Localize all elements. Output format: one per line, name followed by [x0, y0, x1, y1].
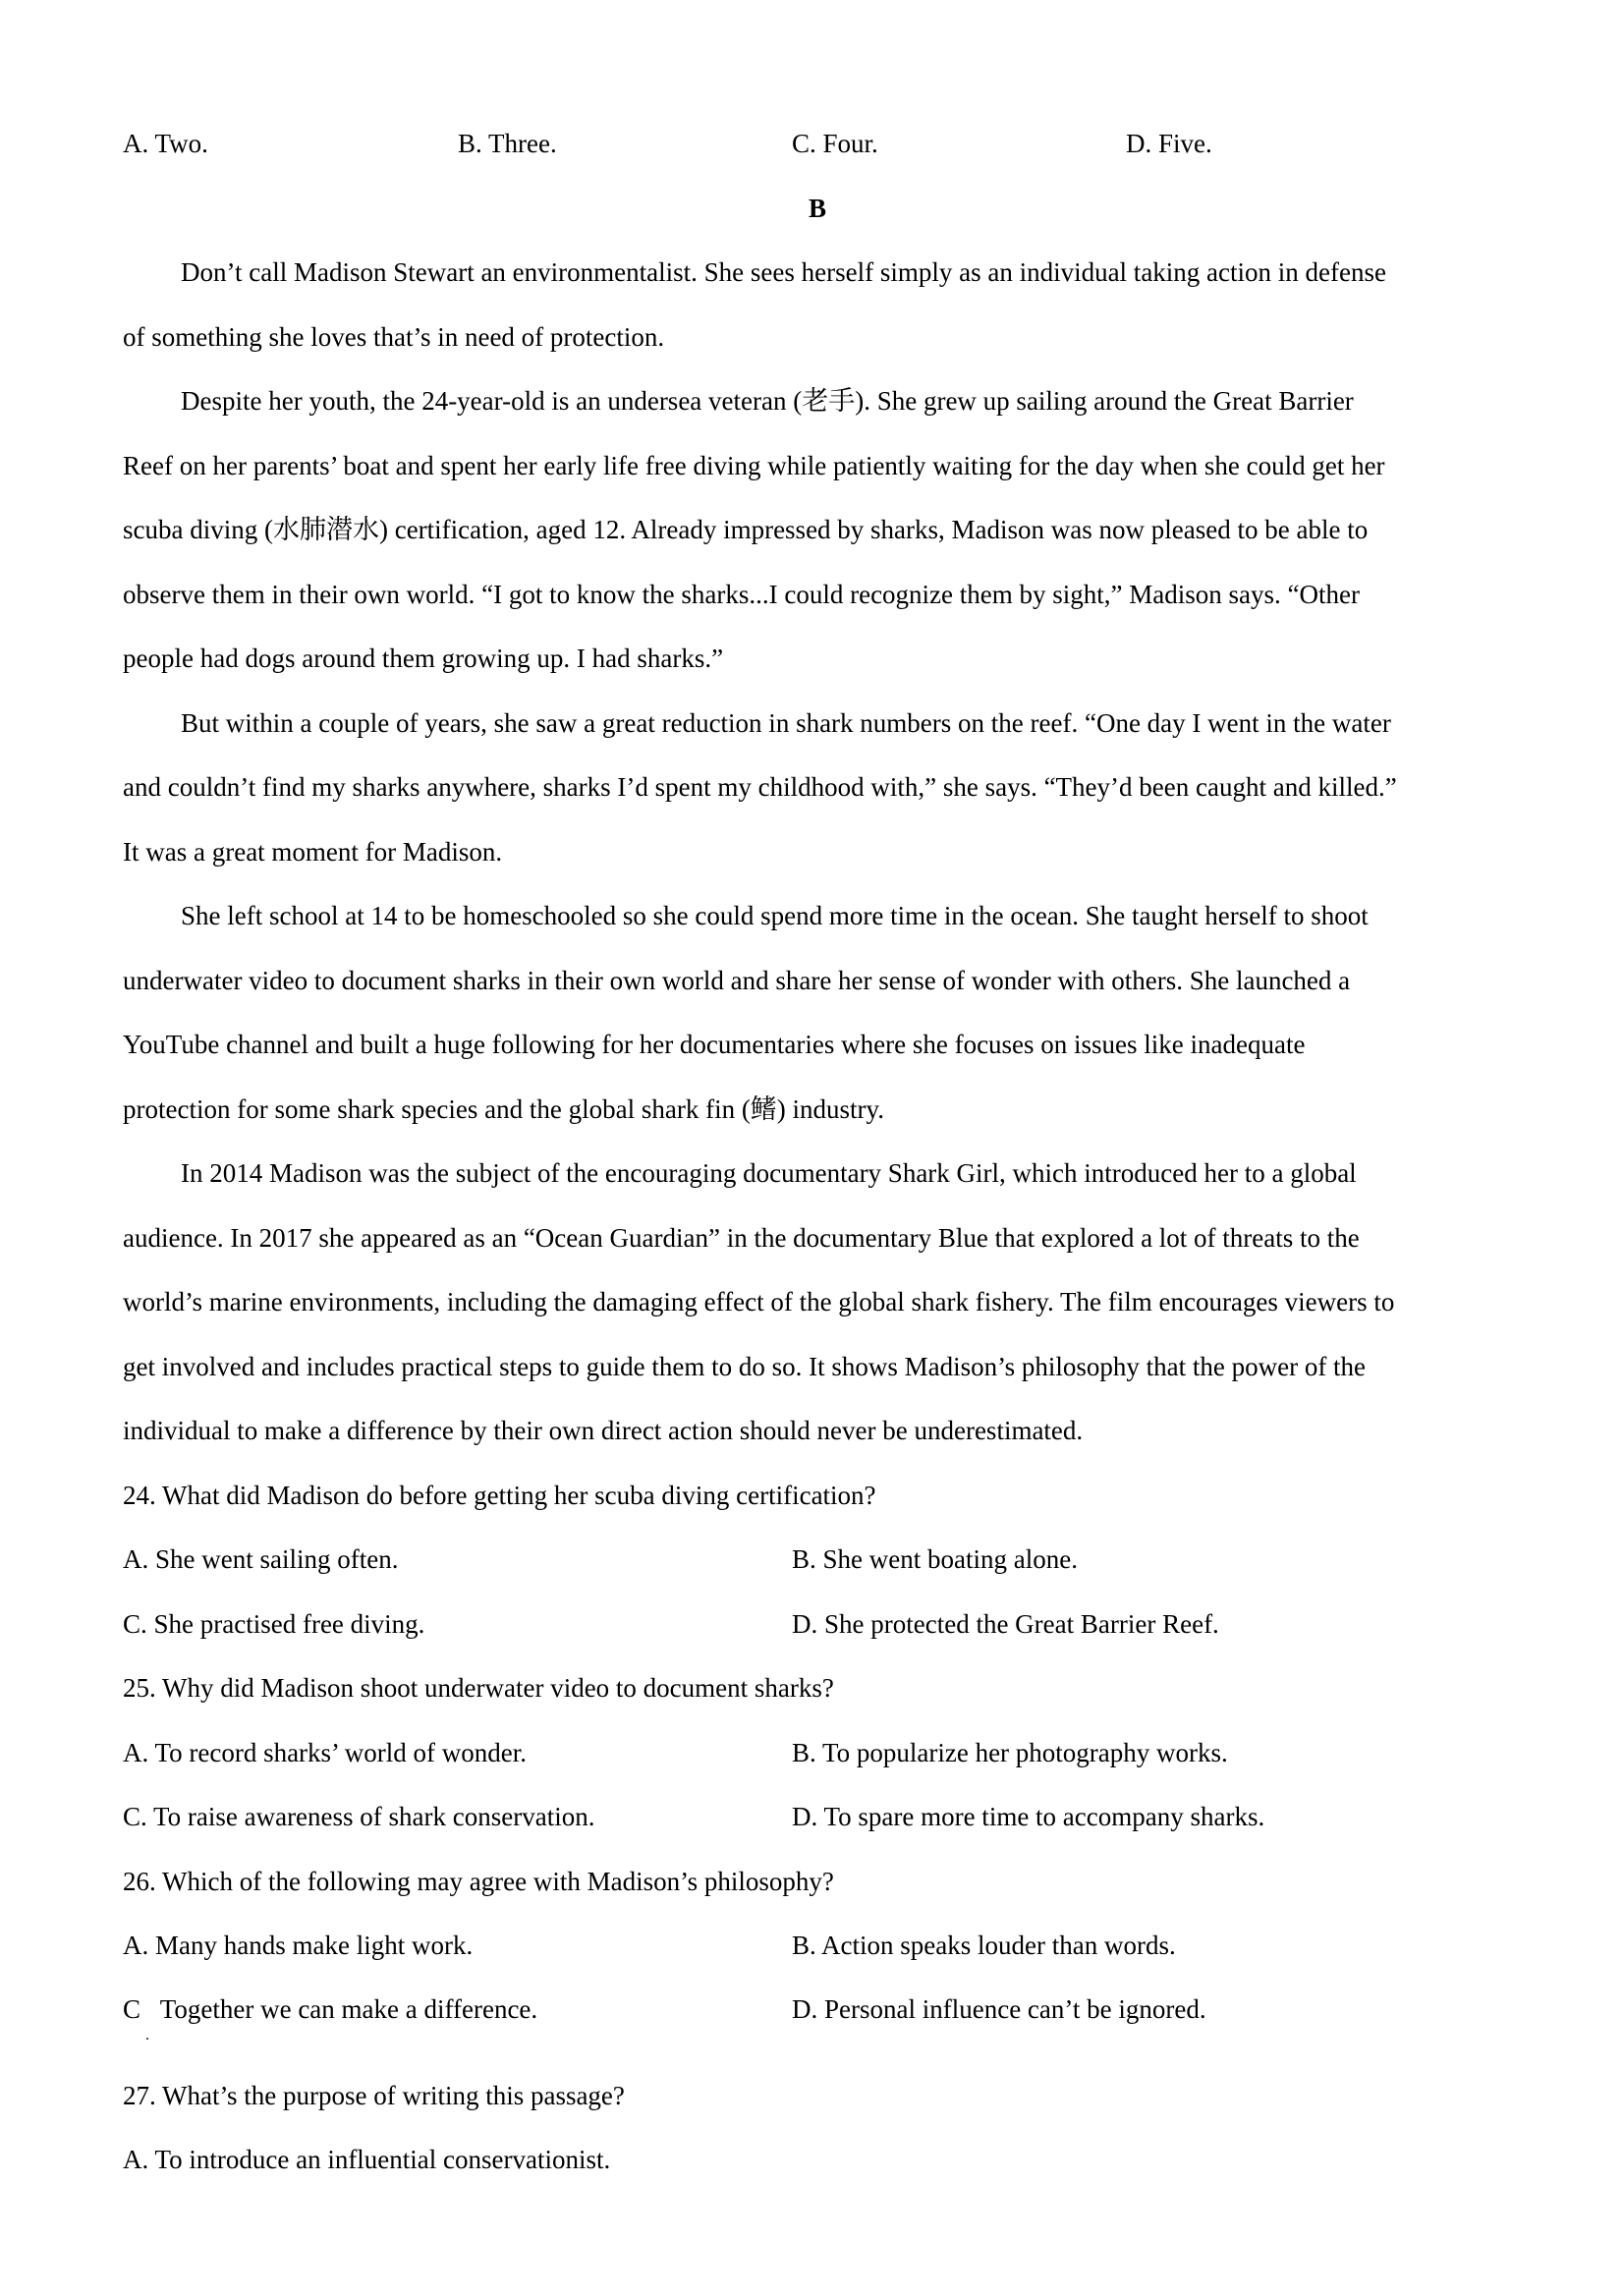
passage-line: individual to make a difference by their own direct action should never be underestimated. — [123, 1416, 1084, 1445]
q24-option-d: D. She protected the Great Barrier Reef. — [792, 1609, 1219, 1639]
section-heading: B — [808, 194, 826, 223]
passage-line: underwater video to document sharks in their own world and share her sense of wonder with others. She launched a — [123, 966, 1351, 995]
passage-line: get involved and includes practical steps to guide them to do so. It shows Madison’s philosophy that the power of the — [123, 1352, 1367, 1381]
q26-option-a: A. Many hands make light work. — [123, 1931, 474, 1960]
passage-line: Reef on her parents’ boat and spent her early life free diving while patiently waiting for the day when she could get her — [123, 451, 1385, 480]
q27-option-a: A. To introduce an influential conservationist. — [123, 2145, 611, 2174]
passage-line: world’s marine environments, including the damaging effect of the global shark fishery. The film encourages viewers to — [123, 1287, 1395, 1316]
passage-line: Don’t call Madison Stewart an environmentalist. She sees herself simply as an individual taking action in defense — [181, 257, 1386, 287]
q24-option-c: C. She practised free diving. — [123, 1609, 425, 1639]
q23-option-c: C. Four. — [792, 129, 878, 158]
passage-line: observe them in their own world. “I got to know the sharks...I could recognize them by sight,” Madison says. “Other — [123, 580, 1360, 609]
passage-line: YouTube channel and built a huge following for her documentaries where she focuses on issues like inadequate — [123, 1030, 1306, 1059]
passage-line: of something she loves that’s in need of protection. — [123, 322, 665, 352]
question-24-stem: 24. What did Madison do before getting her scuba diving certification? — [123, 1481, 876, 1510]
passage-line: She left school at 14 to be homeschooled so she could spend more time in the ocean. She taught herself to shoot — [181, 901, 1369, 930]
q25-option-d: D. To spare more time to accompany sharks. — [792, 1802, 1265, 1831]
q24-option-a: A. She went sailing often. — [123, 1544, 399, 1574]
passage-line: Despite her youth, the 24-year-old is an undersea veteran (老手). She grew up sailing around the Great Barrier — [181, 386, 1354, 416]
q24-option-b: B. She went boating alone. — [792, 1544, 1078, 1574]
q23-option-d: D. Five. — [1126, 129, 1212, 158]
question-27-stem: 27. What’s the purpose of writing this passage? — [123, 2081, 625, 2110]
passage-line: It was a great moment for Madison. — [123, 837, 503, 867]
passage-line: audience. In 2017 she appeared as an “Ocean Guardian” in the documentary Blue that explored a lot of threats to the — [123, 1223, 1360, 1253]
passage-line: protection for some shark species and the global shark fin (鳍) industry. — [123, 1094, 885, 1124]
passage-line: In 2014 Madison was the subject of the encouraging documentary Shark Girl, which introduced her to a global — [181, 1158, 1357, 1188]
q25-option-a: A. To record sharks’ world of wonder. — [123, 1738, 528, 1767]
q26-option-c: C Together we can make a difference. — [123, 1994, 538, 2024]
q25-option-c: C. To raise awareness of shark conservation. — [123, 1802, 595, 1831]
passage-line: and couldn’t find my sharks anywhere, sharks I’d spent my childhood with,” she says. “They’d been caught and killed.” — [123, 772, 1397, 802]
q26-option-b: B. Action speaks louder than words. — [792, 1931, 1176, 1960]
q26-option-d: D. Personal influence can’t be ignored. — [792, 1994, 1206, 2024]
q23-option-b: B. Three. — [458, 129, 557, 158]
q23-option-a: A. Two. — [123, 129, 208, 158]
passage-line: scuba diving (水肺潜水) certification, aged 12. Already impressed by sharks, Madison was now pleased to be able to — [123, 515, 1369, 544]
question-26-stem: 26. Which of the following may agree with Madison’s philosophy? — [123, 1867, 834, 1896]
question-25-stem: 25. Why did Madison shoot underwater video to document sharks? — [123, 1673, 834, 1703]
passage-line: people had dogs around them growing up. I had sharks.” — [123, 644, 724, 673]
passage-line: But within a couple of years, she saw a great reduction in shark numbers on the reef. “One day I went in the water — [181, 708, 1391, 738]
stray-dot-mark: . — [145, 2027, 149, 2044]
q25-option-b: B. To popularize her photography works. — [792, 1738, 1228, 1767]
